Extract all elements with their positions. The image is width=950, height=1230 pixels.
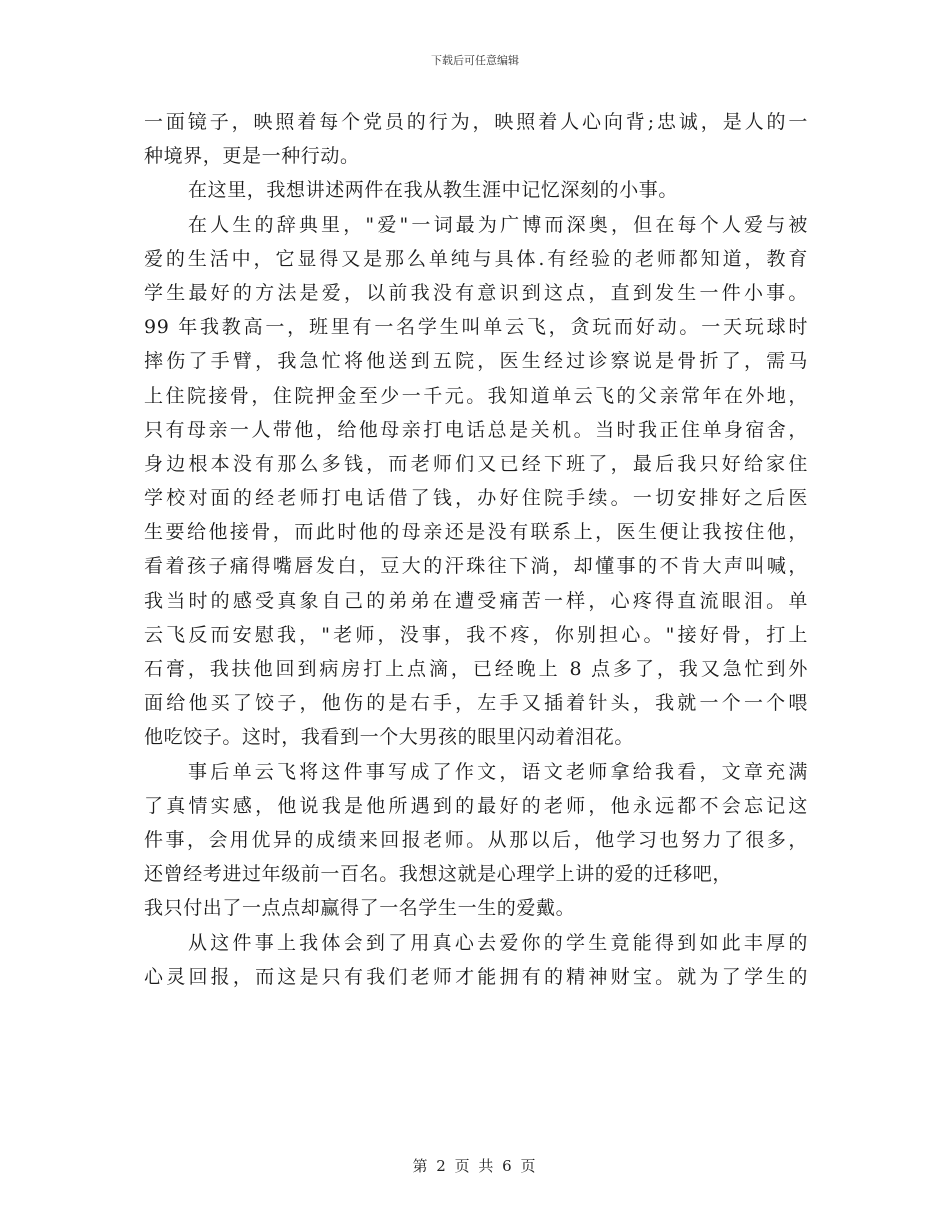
text-line: 在这里，我想讲述两件在我从教生涯中记忆深刻的小事。 (188, 179, 679, 202)
text-line: 种境界，更是一种行动。 (144, 145, 360, 168)
text-line: 上住院接骨，住院押金至少一千元。我知道单云飞的父亲常年在外地， (144, 384, 808, 407)
text-line: 在人生的辞典里，"爱"一词最为广博而深奥，但在每个人爱与被 (188, 213, 808, 236)
page-footer: 第 2 页 共 6 页 (412, 1157, 538, 1175)
text-line: 我只付出了一点点却赢得了一名学生一生的爱戴。 (144, 897, 576, 920)
text-line: 只有母亲一人带他，给他母亲打电话总是关机。当时我正住单身宿舍， (144, 418, 808, 441)
text-line: 身边根本没有那么多钱，而老师们又已经下班了，最后我只好给家住 (144, 452, 808, 475)
text-line: 事后单云飞将这件事写成了作文，语文老师拿给我看，文章充满 (188, 760, 808, 783)
text-line: 学校对面的经老师打电话借了钱，办好住院手续。一切安排好之后医 (144, 487, 808, 510)
text-line: 我当时的感受真象自己的弟弟在遭受痛苦一样，心疼得直流眼泪。单 (144, 589, 808, 612)
text-line: 看着孩子痛得嘴唇发白，豆大的汗珠往下淌，却懂事的不肯大声叫喊， (144, 555, 808, 578)
document-body (144, 105, 808, 994)
text-line: 了真情实感，他说我是他所遇到的最好的老师，他永远都不会忘记这 (144, 794, 808, 817)
page-header: 下载后可任意编辑 (431, 54, 519, 67)
text-line: 还曾经考进过年级前一百名。我想这就是心理学上讲的爱的迁移吧， (144, 863, 733, 886)
text-line: 从这件事上我体会到了用真心去爱你的学生竟能得到如此丰厚的 (188, 931, 808, 954)
text-line: 件事，会用优异的成绩来回报老师。从那以后，他学习也努力了很多， (144, 828, 808, 851)
text-line: 摔伤了手臂，我急忙将他送到五院，医生经过诊察说是骨折了，需马 (144, 350, 808, 373)
text-line: 他吃饺子。这时，我看到一个大男孩的眼里闪动着泪花。 (144, 726, 635, 749)
text-line: 石膏，我扶他回到病房打上点滴，已经晚上 8 点多了，我又急忙到外 (144, 658, 808, 680)
text-line: 一面镜子，映照着每个党员的行为，映照着人心向背;忠诚，是人的一 (144, 111, 808, 133)
text-line: 生要给他接骨，而此时他的母亲还是没有联系上，医生便让我按住他， (144, 521, 808, 544)
text-line: 学生最好的方法是爱，以前我没有意识到这点，直到发生一件小事。 (144, 281, 808, 304)
text-line: 云飞反而安慰我，"老师，没事，我不疼，你别担心。"接好骨，打上 (144, 623, 808, 646)
text-line: 99 年我教高一，班里有一名学生叫单云飞，贪玩而好动。一天玩球时 (144, 316, 808, 339)
text-line: 心灵回报，而这是只有我们老师才能拥有的精神财宝。就为了学生的 (144, 965, 808, 988)
text-line: 爱的生活中，它显得又是那么单纯与具体.有经验的老师都知道，教育 (144, 247, 808, 270)
text-line: 面给他买了饺子，他伤的是右手，左手又插着针头，我就一个一个喂 (144, 692, 808, 715)
